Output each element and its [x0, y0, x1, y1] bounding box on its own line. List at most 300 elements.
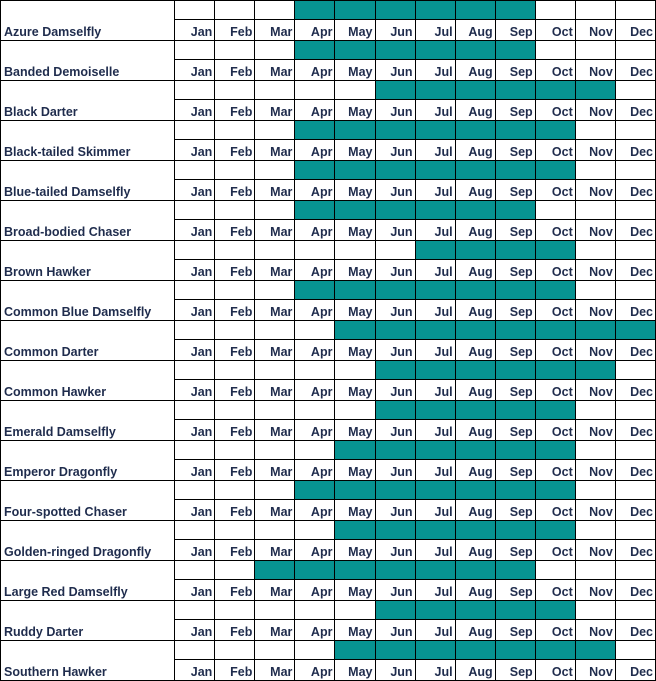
flight-period-cell [415, 601, 455, 620]
month-label: Apr [295, 100, 335, 121]
month-label: Sep [495, 300, 535, 321]
species-name: Banded Demoiselle [1, 41, 175, 81]
species-name: Emperor Dragonfly [1, 441, 175, 481]
species-band-row [1, 401, 656, 420]
flight-period-cell [615, 81, 655, 100]
flight-period-cell [175, 641, 215, 660]
species-name: Ruddy Darter [1, 601, 175, 641]
flight-period-cell [175, 81, 215, 100]
flight-period-cell [295, 81, 335, 100]
flight-period-cell [295, 361, 335, 380]
month-label: Feb [215, 300, 255, 321]
month-label: Mar [255, 100, 295, 121]
month-label: Feb [215, 260, 255, 281]
flight-period-cell [175, 281, 215, 300]
month-label: Mar [255, 540, 295, 561]
month-label: Nov [575, 420, 615, 441]
flight-period-cell [375, 601, 415, 620]
flight-period-cell [175, 441, 215, 460]
month-label: Feb [215, 660, 255, 681]
flight-period-cell [575, 441, 615, 460]
flight-period-cell [535, 161, 575, 180]
flight-period-cell [175, 41, 215, 60]
month-label: Jul [415, 500, 455, 521]
flight-period-cell [495, 361, 535, 380]
month-label: Nov [575, 500, 615, 521]
month-label: Jan [175, 180, 215, 201]
month-label: Apr [295, 180, 335, 201]
flight-period-cell [175, 481, 215, 500]
species-band-row [1, 1, 656, 20]
month-label: Jan [175, 460, 215, 481]
month-label: Jul [415, 580, 455, 601]
month-label: Apr [295, 460, 335, 481]
month-label: Mar [255, 340, 295, 361]
flight-period-cell [175, 321, 215, 340]
month-label: Jun [375, 20, 415, 41]
flight-period-cell [455, 121, 495, 140]
month-label: Jan [175, 220, 215, 241]
flight-period-cell [575, 241, 615, 260]
month-label: Jul [415, 620, 455, 641]
species-name: Golden-ringed Dragonfly [1, 521, 175, 561]
flight-period-cell [335, 321, 375, 340]
month-label: Dec [615, 420, 655, 441]
flight-period-cell [615, 641, 655, 660]
flight-period-cell [455, 401, 495, 420]
month-label: Dec [615, 100, 655, 121]
flight-period-cell [255, 161, 295, 180]
month-label: Mar [255, 380, 295, 401]
flight-period-cell [415, 521, 455, 540]
month-label: Jun [375, 340, 415, 361]
flight-period-cell [495, 1, 535, 20]
flight-period-cell [535, 281, 575, 300]
flight-period-cell [335, 561, 375, 580]
species-band-row [1, 321, 656, 340]
flight-period-cell [335, 481, 375, 500]
month-label: Aug [455, 220, 495, 241]
flight-period-cell [215, 481, 255, 500]
month-label: Aug [455, 100, 495, 121]
month-label: Dec [615, 540, 655, 561]
month-label: Mar [255, 260, 295, 281]
flight-period-cell [535, 601, 575, 620]
flight-period-cell [295, 561, 335, 580]
flight-period-cell [215, 281, 255, 300]
month-label: Dec [615, 580, 655, 601]
flight-period-cell [255, 1, 295, 20]
flight-period-cell [175, 601, 215, 620]
flight-period-cell [295, 321, 335, 340]
month-label: Nov [575, 460, 615, 481]
flight-period-cell [535, 241, 575, 260]
flight-period-cell [495, 281, 535, 300]
month-label: May [335, 340, 375, 361]
month-label: Feb [215, 620, 255, 641]
flight-period-cell [415, 161, 455, 180]
flight-period-cell [255, 401, 295, 420]
species-band-row [1, 601, 656, 620]
month-label: Dec [615, 220, 655, 241]
month-label: Dec [615, 660, 655, 681]
month-label: Apr [295, 60, 335, 81]
flight-period-cell [255, 81, 295, 100]
species-name: Broad-bodied Chaser [1, 201, 175, 241]
month-label: May [335, 540, 375, 561]
flight-period-cell [175, 1, 215, 20]
flight-period-cell [455, 1, 495, 20]
flight-period-cell [375, 481, 415, 500]
month-label: Apr [295, 220, 335, 241]
month-label: Feb [215, 140, 255, 161]
flight-period-cell [455, 41, 495, 60]
flight-period-cell [335, 521, 375, 540]
month-label: Jun [375, 660, 415, 681]
month-label: Sep [495, 580, 535, 601]
flight-period-cell [455, 601, 495, 620]
month-label: May [335, 620, 375, 641]
month-label: Oct [535, 260, 575, 281]
flight-period-cell [255, 521, 295, 540]
flight-period-cell [255, 641, 295, 660]
flight-period-cell [335, 601, 375, 620]
month-label: Jan [175, 500, 215, 521]
month-label: Sep [495, 180, 535, 201]
flight-period-cell [535, 81, 575, 100]
month-label: Sep [495, 220, 535, 241]
flight-period-cell [335, 241, 375, 260]
flight-period-cell [575, 81, 615, 100]
flight-period-cell [535, 481, 575, 500]
flight-period-cell [615, 41, 655, 60]
month-label: Oct [535, 100, 575, 121]
flight-period-cell [175, 241, 215, 260]
flight-period-cell [415, 41, 455, 60]
flight-period-cell [535, 641, 575, 660]
flight-period-cell [495, 601, 535, 620]
month-label: Feb [215, 460, 255, 481]
month-label: Jan [175, 300, 215, 321]
flight-period-cell [535, 201, 575, 220]
flight-period-cell [215, 201, 255, 220]
month-label: Aug [455, 580, 495, 601]
flight-period-cell [295, 41, 335, 60]
month-label: Dec [615, 300, 655, 321]
month-label: Aug [455, 660, 495, 681]
month-label: Jan [175, 260, 215, 281]
flight-period-cell [535, 561, 575, 580]
month-label: Dec [615, 20, 655, 41]
month-label: Sep [495, 420, 535, 441]
flight-period-cell [575, 321, 615, 340]
month-label: Mar [255, 420, 295, 441]
flight-period-cell [175, 161, 215, 180]
month-label: Feb [215, 420, 255, 441]
flight-period-cell [215, 161, 255, 180]
species-name: Common Hawker [1, 361, 175, 401]
month-label: Jan [175, 420, 215, 441]
flight-period-cell [175, 361, 215, 380]
month-label: Apr [295, 620, 335, 641]
flight-period-cell [615, 401, 655, 420]
month-label: Dec [615, 60, 655, 81]
flight-period-cell [455, 81, 495, 100]
species-band-row [1, 481, 656, 500]
flight-period-cell [495, 121, 535, 140]
flight-period-cell [455, 441, 495, 460]
flight-period-cell [375, 281, 415, 300]
flight-period-cell [615, 201, 655, 220]
month-label: May [335, 220, 375, 241]
month-label: Jul [415, 140, 455, 161]
month-label: May [335, 260, 375, 281]
month-label: Jun [375, 140, 415, 161]
month-label: Nov [575, 380, 615, 401]
month-label: Feb [215, 380, 255, 401]
flight-period-cell [575, 641, 615, 660]
month-label: Feb [215, 60, 255, 81]
flight-period-cell [415, 81, 455, 100]
month-label: Jun [375, 500, 415, 521]
month-label: Aug [455, 260, 495, 281]
flight-period-cell [415, 281, 455, 300]
flight-period-cell [575, 201, 615, 220]
month-label: May [335, 20, 375, 41]
month-label: Jan [175, 340, 215, 361]
flight-period-cell [375, 561, 415, 580]
month-label: Sep [495, 460, 535, 481]
flight-period-cell [415, 561, 455, 580]
flight-period-cell [295, 441, 335, 460]
flight-period-cell [255, 441, 295, 460]
month-label: Aug [455, 20, 495, 41]
flight-period-cell [415, 441, 455, 460]
flight-period-cell [415, 481, 455, 500]
month-label: Oct [535, 460, 575, 481]
flight-period-cell [415, 641, 455, 660]
month-label: Jul [415, 380, 455, 401]
flight-period-cell [295, 161, 335, 180]
month-label: Jun [375, 300, 415, 321]
flight-period-cell [175, 121, 215, 140]
month-label: Dec [615, 260, 655, 281]
flight-period-cell [375, 81, 415, 100]
month-label: Nov [575, 340, 615, 361]
month-label: May [335, 580, 375, 601]
species-band-row [1, 121, 656, 140]
month-label: Apr [295, 540, 335, 561]
month-label: Jun [375, 380, 415, 401]
month-label: Jul [415, 100, 455, 121]
flight-period-cell [255, 481, 295, 500]
month-label: Aug [455, 540, 495, 561]
flight-period-cell [255, 561, 295, 580]
flight-period-cell [615, 161, 655, 180]
flight-period-cell [215, 521, 255, 540]
month-label: May [335, 60, 375, 81]
flight-period-cell [615, 521, 655, 540]
flight-period-cell [215, 121, 255, 140]
month-label: Apr [295, 420, 335, 441]
flight-period-cell [215, 641, 255, 660]
flight-period-cell [375, 241, 415, 260]
flight-period-cell [415, 121, 455, 140]
flight-period-cell [215, 241, 255, 260]
flight-period-cell [295, 401, 335, 420]
species-name: Azure Damselfly [1, 1, 175, 41]
month-label: Oct [535, 220, 575, 241]
month-label: Mar [255, 220, 295, 241]
month-label: Mar [255, 20, 295, 41]
flight-period-cell [335, 361, 375, 380]
flight-period-cell [535, 321, 575, 340]
species-name: Brown Hawker [1, 241, 175, 281]
month-label: Jan [175, 540, 215, 561]
species-name: Four-spotted Chaser [1, 481, 175, 521]
flight-period-cell [495, 201, 535, 220]
flight-period-cell [575, 281, 615, 300]
month-label: Jun [375, 620, 415, 641]
flight-period-cell [375, 521, 415, 540]
flight-period-cell [415, 241, 455, 260]
flight-period-cell [295, 601, 335, 620]
flight-period-cell [615, 561, 655, 580]
flight-period-cell [375, 321, 415, 340]
month-label: Aug [455, 340, 495, 361]
month-label: Jan [175, 20, 215, 41]
flight-period-cell [215, 401, 255, 420]
month-label: Aug [455, 500, 495, 521]
month-label: Jun [375, 260, 415, 281]
month-label: Aug [455, 300, 495, 321]
month-label: Aug [455, 620, 495, 641]
flight-period-cell [495, 441, 535, 460]
month-label: Jul [415, 340, 455, 361]
species-name: Emerald Damselfly [1, 401, 175, 441]
month-label: Aug [455, 380, 495, 401]
flight-period-cell [175, 401, 215, 420]
flight-period-cell [215, 81, 255, 100]
species-name: Common Darter [1, 321, 175, 361]
month-label: Nov [575, 580, 615, 601]
flight-period-cell [375, 441, 415, 460]
month-label: Jun [375, 420, 415, 441]
month-label: Apr [295, 340, 335, 361]
flight-period-cell [615, 1, 655, 20]
month-label: Jul [415, 460, 455, 481]
month-label: Jun [375, 180, 415, 201]
month-label: Mar [255, 660, 295, 681]
flight-period-cell [175, 561, 215, 580]
flight-period-cell [335, 41, 375, 60]
flight-period-cell [495, 41, 535, 60]
flight-period-cell [575, 121, 615, 140]
month-label: Sep [495, 620, 535, 641]
month-label: Jun [375, 580, 415, 601]
month-label: Jan [175, 140, 215, 161]
flight-period-cell [535, 521, 575, 540]
flight-period-cell [495, 81, 535, 100]
month-label: May [335, 100, 375, 121]
flight-period-cell [535, 441, 575, 460]
flight-period-cell [295, 281, 335, 300]
flight-period-cell [615, 241, 655, 260]
flight-period-cell [615, 121, 655, 140]
flight-period-cell [455, 281, 495, 300]
month-label: Apr [295, 580, 335, 601]
flight-period-cell [455, 361, 495, 380]
month-label: Jul [415, 540, 455, 561]
flight-period-cell [455, 241, 495, 260]
month-label: May [335, 460, 375, 481]
flight-period-cell [255, 121, 295, 140]
month-label: Jul [415, 300, 455, 321]
flight-period-cell [215, 441, 255, 460]
species-band-row [1, 641, 656, 660]
flight-period-cell [335, 281, 375, 300]
flight-period-cell [535, 361, 575, 380]
flight-period-cell [575, 161, 615, 180]
flight-period-cell [535, 121, 575, 140]
month-label: Aug [455, 140, 495, 161]
flight-period-cell [415, 321, 455, 340]
month-label: May [335, 180, 375, 201]
flight-period-cell [295, 121, 335, 140]
month-label: Mar [255, 580, 295, 601]
month-label: Apr [295, 380, 335, 401]
flight-period-cell [575, 361, 615, 380]
month-label: Mar [255, 500, 295, 521]
flight-period-cell [375, 201, 415, 220]
month-label: Jun [375, 60, 415, 81]
species-band-row [1, 201, 656, 220]
flight-period-cell [255, 241, 295, 260]
flight-period-cell [575, 481, 615, 500]
flight-period-cell [295, 641, 335, 660]
month-label: Dec [615, 460, 655, 481]
flight-period-cell [415, 401, 455, 420]
month-label: Oct [535, 660, 575, 681]
flight-period-cell [375, 41, 415, 60]
flight-period-cell [295, 201, 335, 220]
month-label: May [335, 140, 375, 161]
month-label: Oct [535, 340, 575, 361]
flight-period-cell [575, 561, 615, 580]
month-label: Sep [495, 540, 535, 561]
flight-period-cell [495, 641, 535, 660]
month-label: Oct [535, 300, 575, 321]
flight-period-cell [495, 481, 535, 500]
month-label: May [335, 660, 375, 681]
month-label: Nov [575, 660, 615, 681]
month-label: Sep [495, 20, 535, 41]
flight-period-cell [335, 441, 375, 460]
species-band-row [1, 81, 656, 100]
species-band-row [1, 41, 656, 60]
month-label: Oct [535, 20, 575, 41]
flight-period-cell [415, 1, 455, 20]
species-band-row [1, 241, 656, 260]
flight-period-cell [255, 41, 295, 60]
month-label: Nov [575, 60, 615, 81]
month-label: Aug [455, 460, 495, 481]
month-label: Oct [535, 60, 575, 81]
flight-period-cell [175, 201, 215, 220]
flight-period-cell [615, 441, 655, 460]
month-label: Feb [215, 580, 255, 601]
species-band-row [1, 361, 656, 380]
